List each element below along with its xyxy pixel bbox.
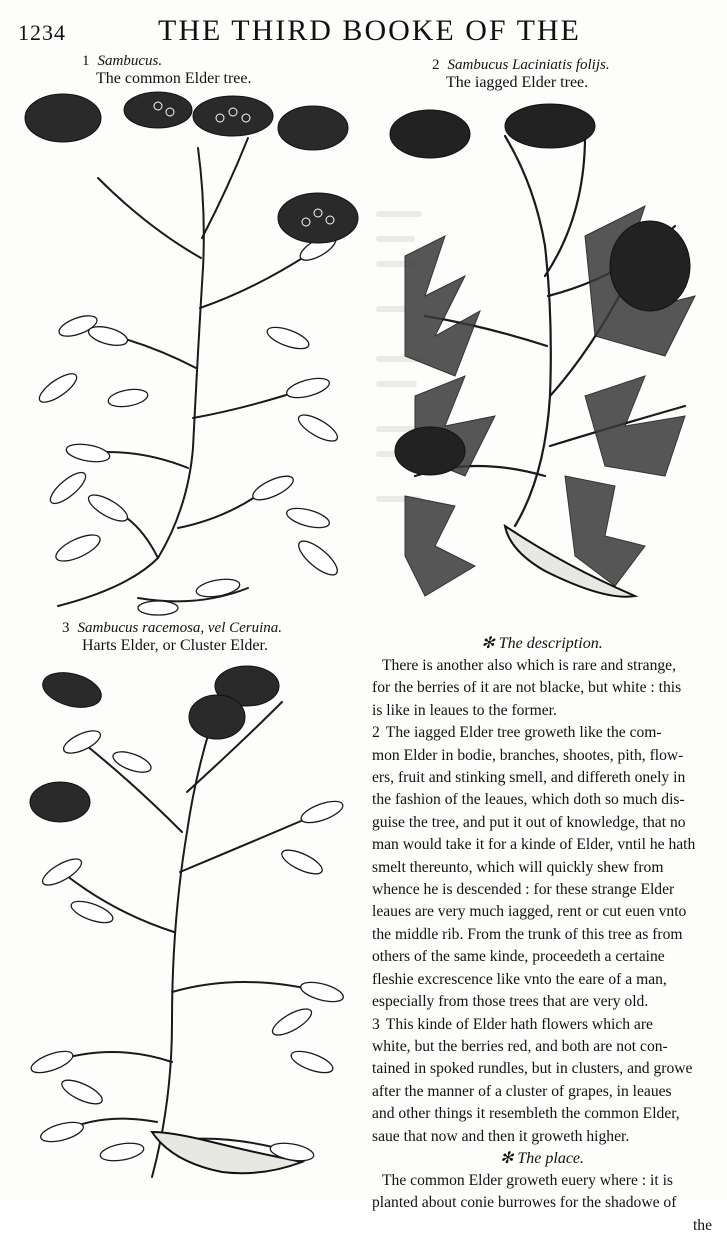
description-heading: [372, 633, 712, 655]
iagged-elder-woodcut: [385, 96, 710, 616]
paragraph-3-line: after the manner of a cluster of grapes, in leaues: [372, 1082, 672, 1100]
figure-2-latin-name: Sambucus Laciniatis folijs.: [447, 57, 610, 73]
asterism-icon: ✻: [499, 1149, 514, 1167]
paragraph-2-line: the middle rib. From the trunk of this tree as from: [372, 925, 683, 943]
paragraph-2-line: leaues are very much iagged, rent or cut euen vnto: [372, 903, 687, 921]
figure-2-caption: [432, 56, 610, 92]
paragraph-2-line: mon Elder in bodie, branches, shootes, pith, flow-: [372, 746, 684, 764]
paragraph-2-line: The iagged Elder tree groweth like the com-: [385, 724, 662, 742]
figure-1-latin-name: Sambucus.: [97, 53, 163, 69]
paragraph-2-line: fleshie excrescence like vnto the eare of a man,: [372, 970, 667, 988]
paragraph-2-line: guise the tree, and put it out of knowledge, that no: [372, 813, 686, 831]
paragraph-3-first-line: [372, 1014, 712, 1036]
figure-3-english-name: Harts Elder, or Cluster Elder.: [82, 637, 268, 654]
figure-2-english-name: The iagged Elder tree.: [446, 74, 589, 91]
paragraph-2-line: man would take it for a kinde of Elder, vntil he hath: [372, 836, 696, 854]
running-head: [18, 12, 708, 46]
paragraph-2-first-line: [372, 722, 712, 744]
description-column: [372, 633, 712, 1237]
place-line: The common Elder groweth euery where : it is: [382, 1171, 673, 1189]
description-heading-text: The description.: [498, 635, 603, 652]
paragraph-2-line: ers, fruit and stinking smell, and differeth onely in: [372, 769, 686, 787]
intro-line: There is another also which is rare and strange,: [382, 657, 677, 674]
figure-1-caption: [82, 52, 252, 88]
paragraph-2-line: smelt thereunto, which will quickly shew from: [372, 858, 664, 876]
asterism-icon: ✻: [481, 635, 495, 652]
paragraph-2-number: 2: [372, 724, 380, 742]
paragraph-2-line: the fashion of the leaues, which doth so much dis-: [372, 791, 685, 809]
running-head-title: THE THIRD BOOKE OF THE: [158, 14, 581, 47]
paragraph-3-line: This kinde of Elder hath flowers which are: [385, 1015, 653, 1033]
figure-3-caption: [62, 619, 282, 655]
catchword: the: [692, 1216, 712, 1234]
intro-line: for the berries of it are not blacke, but white : this: [372, 679, 682, 697]
paragraph-2-line: whence he is descended : for these strange Elder: [372, 881, 675, 899]
figure-3-number: 3: [62, 620, 70, 636]
paragraph-3-line: and other things it resembleth the common Elder,: [372, 1105, 680, 1123]
intro-line: is like in leaues to the former.: [372, 701, 557, 719]
paragraph-3-number: 3: [372, 1015, 380, 1033]
paragraph-3-line: tained in spoked rundles, but in clusters, and growe: [372, 1060, 693, 1078]
common-elder-woodcut: [18, 88, 353, 613]
paragraph-3-line: white, but the berries red, and both are not con-: [372, 1037, 668, 1055]
paragraph-3-line: saue that now and then it groweth higher.: [372, 1127, 630, 1145]
place-heading-text: The place.: [517, 1149, 585, 1167]
figure-3-latin-name: Sambucus racemosa, vel Ceruina.: [77, 620, 283, 636]
figure-2-number: 2: [432, 57, 440, 73]
page-number: 1234: [18, 20, 66, 45]
figure-1-english-name: The common Elder tree.: [96, 70, 252, 87]
paragraph-2-line: especially from those trees that are very old.: [372, 993, 649, 1011]
place-line: planted about conie burrowes for the shadowe of: [372, 1194, 677, 1212]
paragraph-2-line: others of the same kinde, proceedeth a certaine: [372, 948, 665, 966]
cluster-elder-woodcut: [22, 662, 357, 1182]
place-heading: [372, 1148, 712, 1170]
figure-1-number: 1: [82, 53, 90, 69]
